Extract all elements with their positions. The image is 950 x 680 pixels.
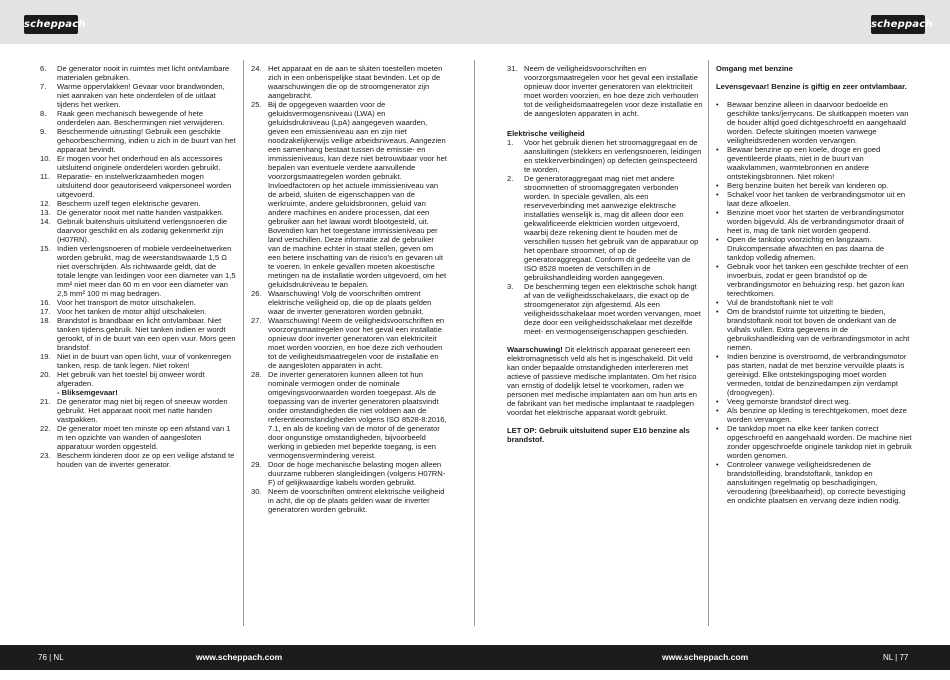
list-item: 11. Reparatie- en instelwerkzaamheden mogen uitsluitend door geautoriseerd vakpersoneel worden uitgevoerd.: [40, 172, 232, 199]
page-spine-divider: [474, 60, 475, 626]
list-item: 21. De generator mag niet bij regen of sneeuw worden gebruikt. Het apparaat nooit met natte handen vastpakken.: [40, 397, 228, 424]
list-item: 25. Bij de opgegeven waarden voor de geluidsvermogensniveau (LWA) en geluidsdrukniveau (LpA) aangegeven waarden, geven een emissieniveau aan en zijn niet noodzakelijkerwijs veilige arbeidsniveaus. Aangezien een samenhang bestaat tussen de emissie- en immissieniveaus, kan deze niet betrouwbaar voor het bepalen van eventuele verdere aanvullende voorzorgsmaatregelen worden gebruikt. Invloedfactoren op het actuele immissieniveau van de arbeid, sluiten de eigenschappen van de werkruimte, andere geluidsbronnen, geluid van andere machines en andere processen, dat een gebruiker aan het lawaai wordt blootgesteld, uit. Bovendien kan het toegestane immissieniveau per land verschillen. Deze informatie zal de gebruiker van de machine echter in staat stellen, geven om een betere inschatting van de risico's en gevaren uit te voeren. In enkele gevallen moeten akoestische metingen na de installatie worden uitgevoerd, om het geluidsdrukniveau te bepalen.: [251, 100, 447, 289]
column-2: [251, 64, 447, 514]
list-item: 19. Niet in de buurt van open licht, vuur of vonkenregen tanken, resp. de tank legen. Niet roken!: [40, 352, 231, 370]
list-item: 14. Gebruik buitenshuis uitsluitend verlengsnoeren die daarvoor geschikt en als zodanig gekenmerkt zijn (H07RN).: [40, 217, 228, 244]
bullet-item: • Als benzine op kleding is terechtgekomen, moet deze worden vervangen.: [716, 406, 907, 424]
list-item: 30. Neem de voorschriften omtrent elektrische veiligheid in acht, die op de plaats gelden waar de inverter generatoren worden gebruikt.: [251, 487, 445, 514]
page-header-bar: [0, 0, 950, 44]
bullet-item: • De tankdop moet na elke keer tanken correct opgeschroefd en aangehaald worden. De machine niet zonder opgeschroefde originele tankdop niet in gebruik worden genomen.: [716, 424, 912, 460]
column-3: [507, 64, 703, 444]
bullet-item: • Benzine moet voor het starten de verbrandingsmotor worden bijgevuld. Als de verbrandingsmotor draait of heet is, mag de tank niet worden geopend.: [716, 208, 905, 235]
list-item: 12. Bescherm uzelf tegen elektrische gevaren.: [40, 199, 201, 208]
section-heading-petrol: Omgang met benzine: [716, 64, 793, 73]
warning-paragraph: [507, 345, 703, 417]
list-item: 31. Neem de veiligheidsvoorschriften en voorzorgsmaatregelen voor het geval een installatie opnieuw door inverter generatoren van elektriciteit moet worden voorzien, en hoe deze zich verhouden tot de veiligheidsmaatregelen voor deze installatie en de aangesloten apparaten in acht.: [507, 64, 703, 118]
page-number-left: 76 | NL: [38, 653, 64, 662]
bullet-item: • Open de tankdop voorzichtig en langzaam. Drukcompensatie afwachten en pas daarna de tankdop volledig afnemen.: [716, 235, 885, 262]
website-link-left[interactable]: www.scheppach.com: [196, 652, 283, 662]
warning-label: Waarschuwing!: [507, 345, 563, 354]
list-item: 27. Waarschuwing! Neem de veiligheidsvoorschriften en voorzorgsmaatregelen voor het geval een installatie opnieuw door inverter generatoren van elektriciteit moet worden voorzien, en hoe deze zich verhouden tot de veiligheidsmaatregelen voor de installatie en de aangesloten apparaten in acht.: [251, 316, 445, 370]
list-item: 23. Bescherm kinderen door ze op een veilige afstand te houden van de inverter generator.: [40, 451, 235, 469]
electrical-safety-list: [507, 138, 703, 336]
list-item: 29. Door de hoge mechanische belasting mogen alleen duurzame rubberen slangleidingen (volgens H07RN-F) of gelijkwaardige kabels worden gebruikt.: [251, 460, 446, 487]
bullet-item: • Controleer vanwege veiligheidsredenen de brandstofleiding, brandstoftank, tankdop en aansluitingen regelmatig op beschadigingen, veroudering (breekbaarheid), op correcte bevestiging en ondichte plaatsen en vervang deze indien nodig.: [716, 460, 906, 505]
list-item: 22. De generator moet ten minste op een afstand van 1 m ten opzichte van wanden of aangesloten apparatuur worden opgesteld.: [40, 424, 231, 451]
column-1: [40, 64, 236, 469]
list-item: 10. Er mogen voor het onderhoud en als accessoires uitsluitend originele onderdelen worden gebruikt.: [40, 154, 223, 172]
fuel-note: LET OP: Gebruik uitsluitend super E10 benzine als brandstof.: [507, 426, 690, 444]
list-item: 3. De bescherming tegen een elektrische schok hangt af van de veiligheidsschakelaars, die exact op de stroomgenerator zijn afgestemd. Als een veiligheidsschakelaar moet worden vervangen, moet deze door een veiligheidsschakelaar met dezelfde meet- en vermogenseigenschappen geschieden.: [507, 282, 701, 336]
column-4: [716, 64, 912, 505]
list-item: 26. Waarschuwing! Volg de voorschriften omtrent elektrische veiligheid op, die op de plaats gelden waar de inverter generatoren worden gebruikt.: [251, 289, 432, 316]
brand-logo-left: scheppach: [24, 15, 78, 34]
petrol-bullet-list: [716, 100, 912, 505]
list-item: 9. Beschermende uitrusting! Gebruik een geschikte gehoorbescherming, indien u zich in de buurt van het apparaat bevindt.: [40, 127, 236, 154]
warning-text: Dit elektrisch apparaat genereert een elektromagnetisch veld als het is ingeschakeld. Dit veld kan onder bepaalde omstandigheden interfereren met actieve of passieve medische implantaten. Om het risico van ernstig of dodelijk letsel te voorkomen, raden we personen met medische implantaten aan om hun arts en de fabrikant van het medische implantaat te raadplegen voordat het elektrische apparaat wordt gebruikt.: [507, 345, 697, 417]
list-item: 20. Het gebruik van het toestel bij onweer wordt afgeraden.: [40, 370, 205, 388]
list-item: 1. Voor het gebruik dienen het stroomaggregaat en de aansluitingen (stekkers en verlengsnoeren, leidingen en stekkerverbindingen) op defecten geïnspecteerd te worden.: [507, 138, 702, 174]
bullet-item: • Veeg gemorste brandstof direct weg.: [716, 397, 851, 406]
section-heading-electrical-safety: Elektrische veiligheid: [507, 129, 585, 138]
bullet-item: • Bewaar benzine alleen in daarvoor bedoelde en geschikte tanks/jerrycans. De sluitkappen moeten van de houder altijd goed dichtgeschroefd en aangehaald worden. Defecte sluitingen moeten vanwege veiligheidsredenen worden vervangen.: [716, 100, 909, 145]
bullet-item: • Berg benzine buiten het bereik van kinderen op.: [716, 181, 889, 190]
bullet-item: • Vul de brandstoftank niet te vol!: [716, 298, 834, 307]
list-item: 15. Indien verlengsnoeren of mobiele verdeelnetwerken worden gebruikt, mag de weerstandswaarde 1,5 Ω niet overschrijden. Als richtwaarde geldt, dat de totale lengte van leidingen voor een diameter van 1,5 mm² niet meer dan 60 m en voor een diameter van 2,5 mm² 100 m mag bedragen.: [40, 244, 236, 298]
safety-list: [40, 64, 236, 469]
list-item: 2. De generatoraggregaat mag niet met andere stroomnetten of stroomaggregaten verbonden worden. In speciale gevallen, als een reserveverbinding met aanwezige elektrische installaties wenselijk is, mag dit alleen door een gekwalificeerde elektricien worden uitgevoerd, waarbij deze rekening dient te houden met de verschillen tussen het gebruik van de apparatuur op het openbare stroomnet, of op de generatoraggregaat. Conform dit gedeelte van de ISO 8528 moeten de verschillen in de gebruikshandleiding worden aangegeven.: [507, 174, 699, 282]
list-item: 24. Het apparaat en de aan te sluiten toestellen moeten zich in een onberispelijke staat bevinden. Let op de waarschuwingen die op de stroomgenerator zijn aangebracht.: [251, 64, 443, 100]
list-item: 7. Warme oppervlakken! Gevaar voor brandwonden, niet aanraken van hete onderdelen of de uitlaat tijdens het werken.: [40, 82, 225, 109]
page-number-right: NL | 77: [883, 653, 909, 662]
bullet-item: • Gebruik voor het tanken een geschikte trechter of een invoerbuis, zodat er geen brandstof op de verbrandingsmotor en behuizing resp. het gazon kan terechtkomen.: [716, 262, 909, 298]
website-link-right[interactable]: www.scheppach.com: [662, 652, 749, 662]
column-divider: [708, 60, 709, 626]
list-item: 18. Brandstof is brandbaar en licht ontvlambaar. Niet tanken tijdens gebruik. Niet tanken indien er wordt gerookt, of in de buurt van een open vuur. Mors geen brandstof.: [40, 316, 236, 352]
bullet-item: • Bewaar benzine op een koele, droge en goed geventileerde plaats, niet in de buurt van waakvlammen, warmtebronnen en andere ontstekingsbronnen. Niet roken!: [716, 145, 881, 181]
danger-warning: Levensgevaar! Benzine is giftig en zeer ontvlambaar.: [716, 82, 907, 91]
bullet-item: • Om de brandstof ruimte tot uitzetting te bieden, brandstoftank nooit tot boven de onderkant van de vulhals vullen. Extra gegevens in de gebruikshandleiding van de verbrandingsmotor in acht nemen.: [716, 307, 910, 352]
list-item-warning: - Bliksemgevaar!: [57, 388, 118, 397]
safety-list: [251, 64, 447, 514]
list-item: 28. De inverter generatoren kunnen alleen tot hun nominale vermogen onder de nominale omgevingsvoorwaarden worden toegepast. Als de toepassing van de inverter generatoren plaatsvindt onder omstandigheden die niet voldoen aan de referentieomstandigheden volgens ISO 8528-8:2016, 7.1, en als de koeling van de motor of de generator door ongunstige omstandigheden, bijvoorbeeld werking in gebieden met beperkte toegang, is een vermogensvermindering vereist.: [251, 370, 447, 460]
list-item: 16. Voor het transport de motor uitschakelen.: [40, 298, 196, 307]
list-item: 8. Raak geen mechanisch bewegende of hete onderdelen aan. Beschermingen niet verwijderen.: [40, 109, 225, 127]
bullet-item: • Schakel voor het tanken de verbrandingsmotor uit en laat deze afkoelen.: [716, 190, 906, 208]
bullet-item: • Indien benzine is overstroomd, de verbrandingsmotor pas starten, nadat de met benzine vervuilde plaats is gereinigd. Elke ontstekingspoging moet worden vermeden, totdat de benzinedampen zijn verdampt (droogvegen).: [716, 352, 907, 397]
list-item: 17. Voor het tanken de motor altijd uitschakelen.: [40, 307, 207, 316]
page-footer-bar: [0, 645, 950, 670]
list-item: 13. De generator nooit met natte handen vastpakken.: [40, 208, 224, 217]
list-item: 6. De generator nooit in ruimtes met licht ontvlambare materialen gebruiken.: [40, 64, 230, 82]
brand-logo-right: scheppach: [871, 15, 925, 34]
column-divider: [243, 60, 244, 626]
